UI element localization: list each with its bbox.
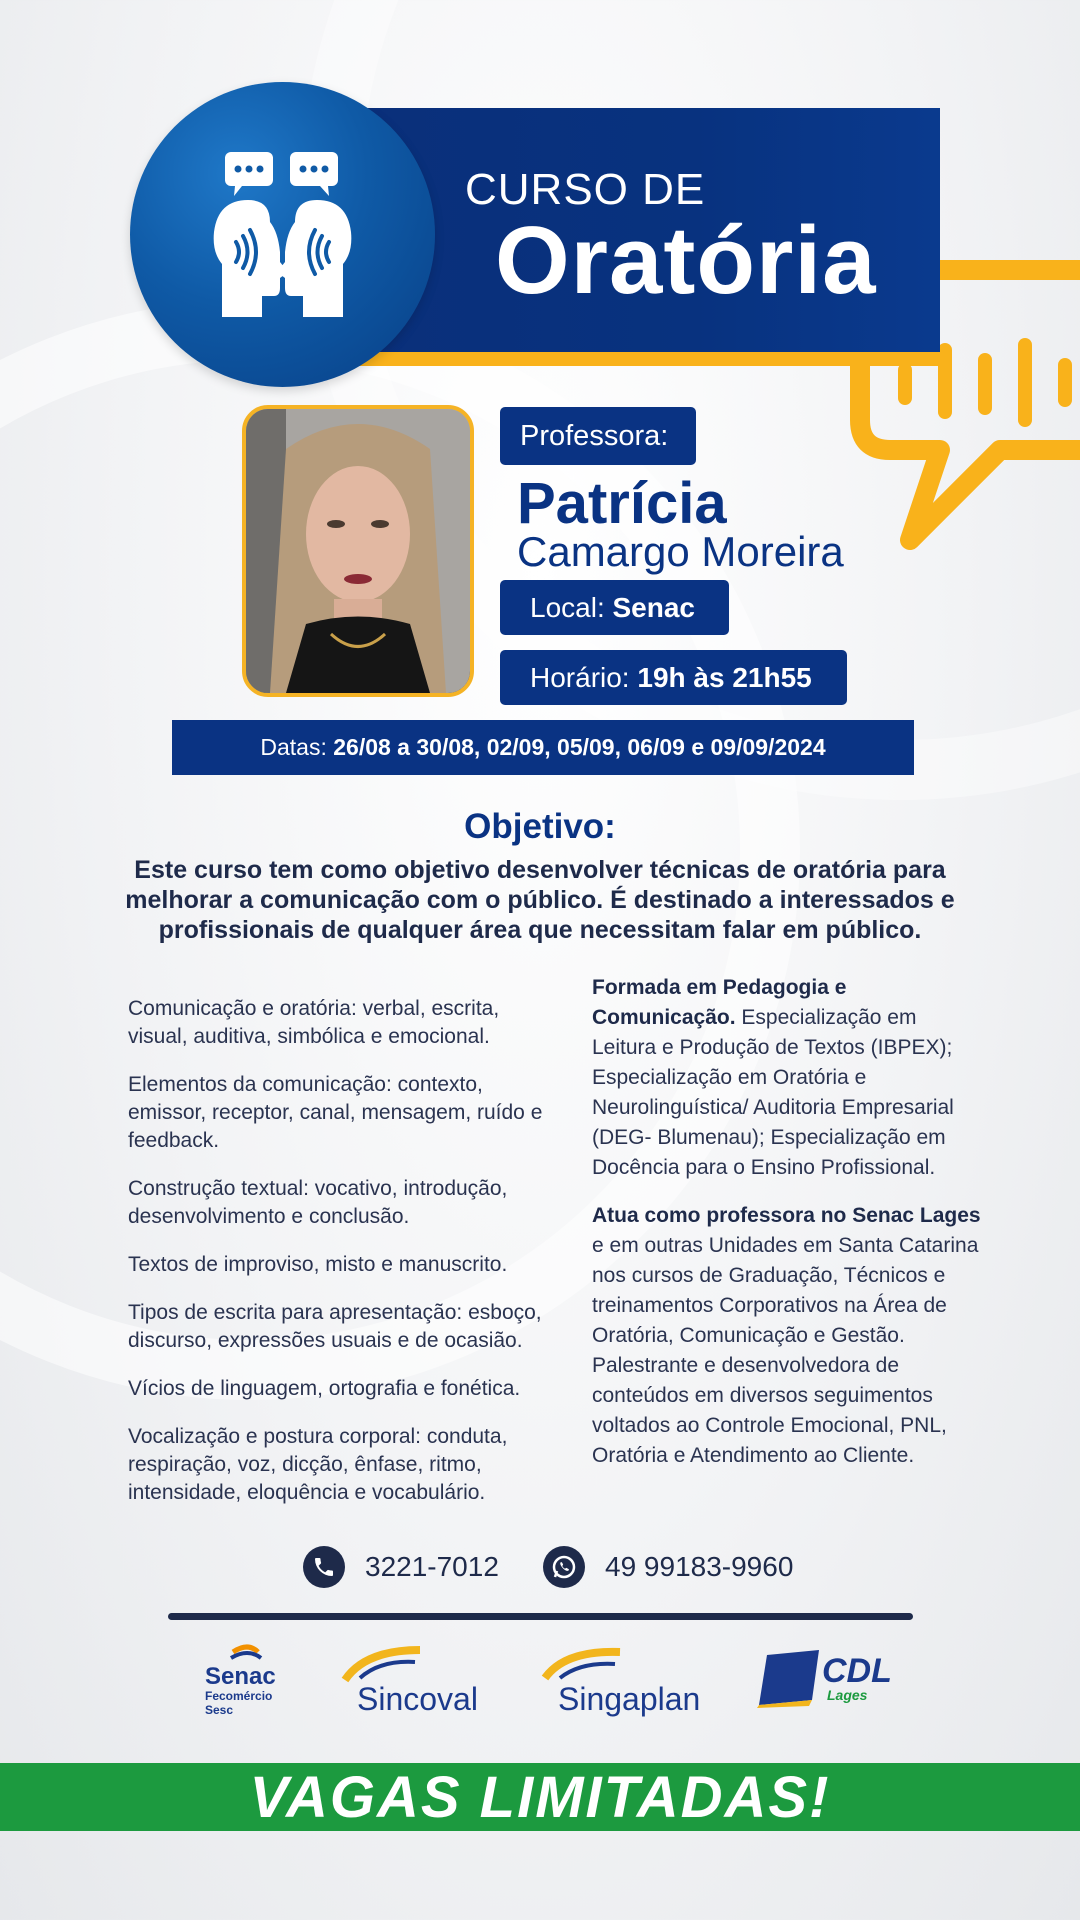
whatsapp-number: 49 99183-9960 [605,1551,794,1582]
topic-item: Construção textual: vocativo, introdução, desenvolvimento e conclusão. [128,1177,508,1228]
topic-item: Textos de improviso, misto e manuscrito. [128,1253,508,1276]
professor-bio [592,973,982,1489]
phone-icon [303,1546,345,1588]
title-line2: Oratória [495,207,877,314]
sincoval-wordmark: Sincoval [357,1681,478,1717]
local-value: Senac [612,591,695,623]
professor-label: Professora: [520,419,669,452]
senac-sub2: Sesc [205,1703,234,1717]
dates-label: Datas: [260,734,327,760]
professor-last-name: Camargo Moreira [517,528,844,575]
singaplan-wordmark: Singaplan [558,1681,701,1717]
cdl-sub: Lages [827,1687,868,1703]
professor-label-tag [500,407,696,465]
topic-item: Comunicação e oratória: verbal, escrita, visual, auditiva, simbólica e emocional. [128,997,500,1048]
professor-first-name: Patrícia [517,471,727,536]
divider [168,1613,913,1620]
schedule-value: 19h às 21h55 [637,661,812,693]
footer-banner [0,1763,1080,1831]
bio-paragraph [592,1201,982,1471]
singaplan-logo [540,1640,715,1720]
bio-p2-text: e em outras Unidades em Santa Catarina nos cursos de Graduação, Técnicos e treinamentos Corporativos na Área de Oratória, Comunicação e Gestão. Palestrante e desenvolvedora de conteúdos em diversos seguimentos voltados ao Controle Emocional, PNL, Oratória e Atendimento ao Cliente. [592,1234,979,1467]
course-icon-circle [130,82,435,387]
schedule-label: Horário: [530,661,630,693]
local-label: Local: [530,591,605,623]
dates-bar [172,720,914,775]
footer-text: VAGAS LIMITADAS! [249,1764,831,1830]
schedule-tag [500,650,847,705]
title-line1: CURSO DE [465,165,706,214]
topic-item: Vocalização e postura corporal: conduta, respiração, voz, dicção, ênfase, ritmo, intensidade, eloquência e vocabulário. [128,1425,508,1504]
topic-item: Elementos da comunicação: contexto, emissor, receptor, canal, mensagem, ruído e feedback. [128,1073,543,1152]
local-tag [500,580,729,635]
senac-logo [203,1640,293,1720]
bio-p2-bold: Atua como professora no Senac Lages [592,1204,981,1227]
whatsapp-icon [543,1546,585,1588]
sincoval-logo [335,1640,495,1720]
bio-paragraph [592,973,982,1183]
objective-text: Este curso tem como objetivo desenvolver técnicas de oratória para melhorar a comunicação com o público. É destinado a interessados e profissionais de qualquer área que necessitam falar em público. [125,856,955,944]
dates-value: 26/08 a 30/08, 02/09, 05/09, 06/09 e 09/09/2024 [333,734,826,760]
professor-portrait [246,409,470,693]
senac-wordmark: Senac [205,1663,276,1690]
topics-list [128,995,548,1527]
talking-heads-icon [130,82,435,387]
senac-sub1: Fecomércio [205,1689,273,1703]
professor-photo [242,405,474,697]
cdl-wordmark: CDL [822,1652,892,1690]
topic-item: Tipos de escrita para apresentação: esboço, discurso, expressões usuais e de ocasião. [128,1301,542,1352]
cdl-logo [757,1640,892,1720]
bio-p1-bold: Formada em Pedagogia e Comunicação. [592,976,847,1029]
course-title [465,165,877,314]
phone-number: 3221-7012 [365,1551,499,1582]
whatsapp-contact[interactable] [543,1546,793,1588]
topic-item: Vícios de linguagem, ortografia e fonética. [128,1377,521,1400]
phone-contact[interactable] [303,1546,499,1588]
bio-p1-text: Especialização em Leitura e Produção de Textos (IBPEX); Especialização em Oratória e Neurolinguística/ Auditoria Empresarial (DEG- Blumenau); Especialização em Docência para o Ensino Profissional. [592,1006,954,1179]
objective-title: Objetivo: [464,807,616,846]
